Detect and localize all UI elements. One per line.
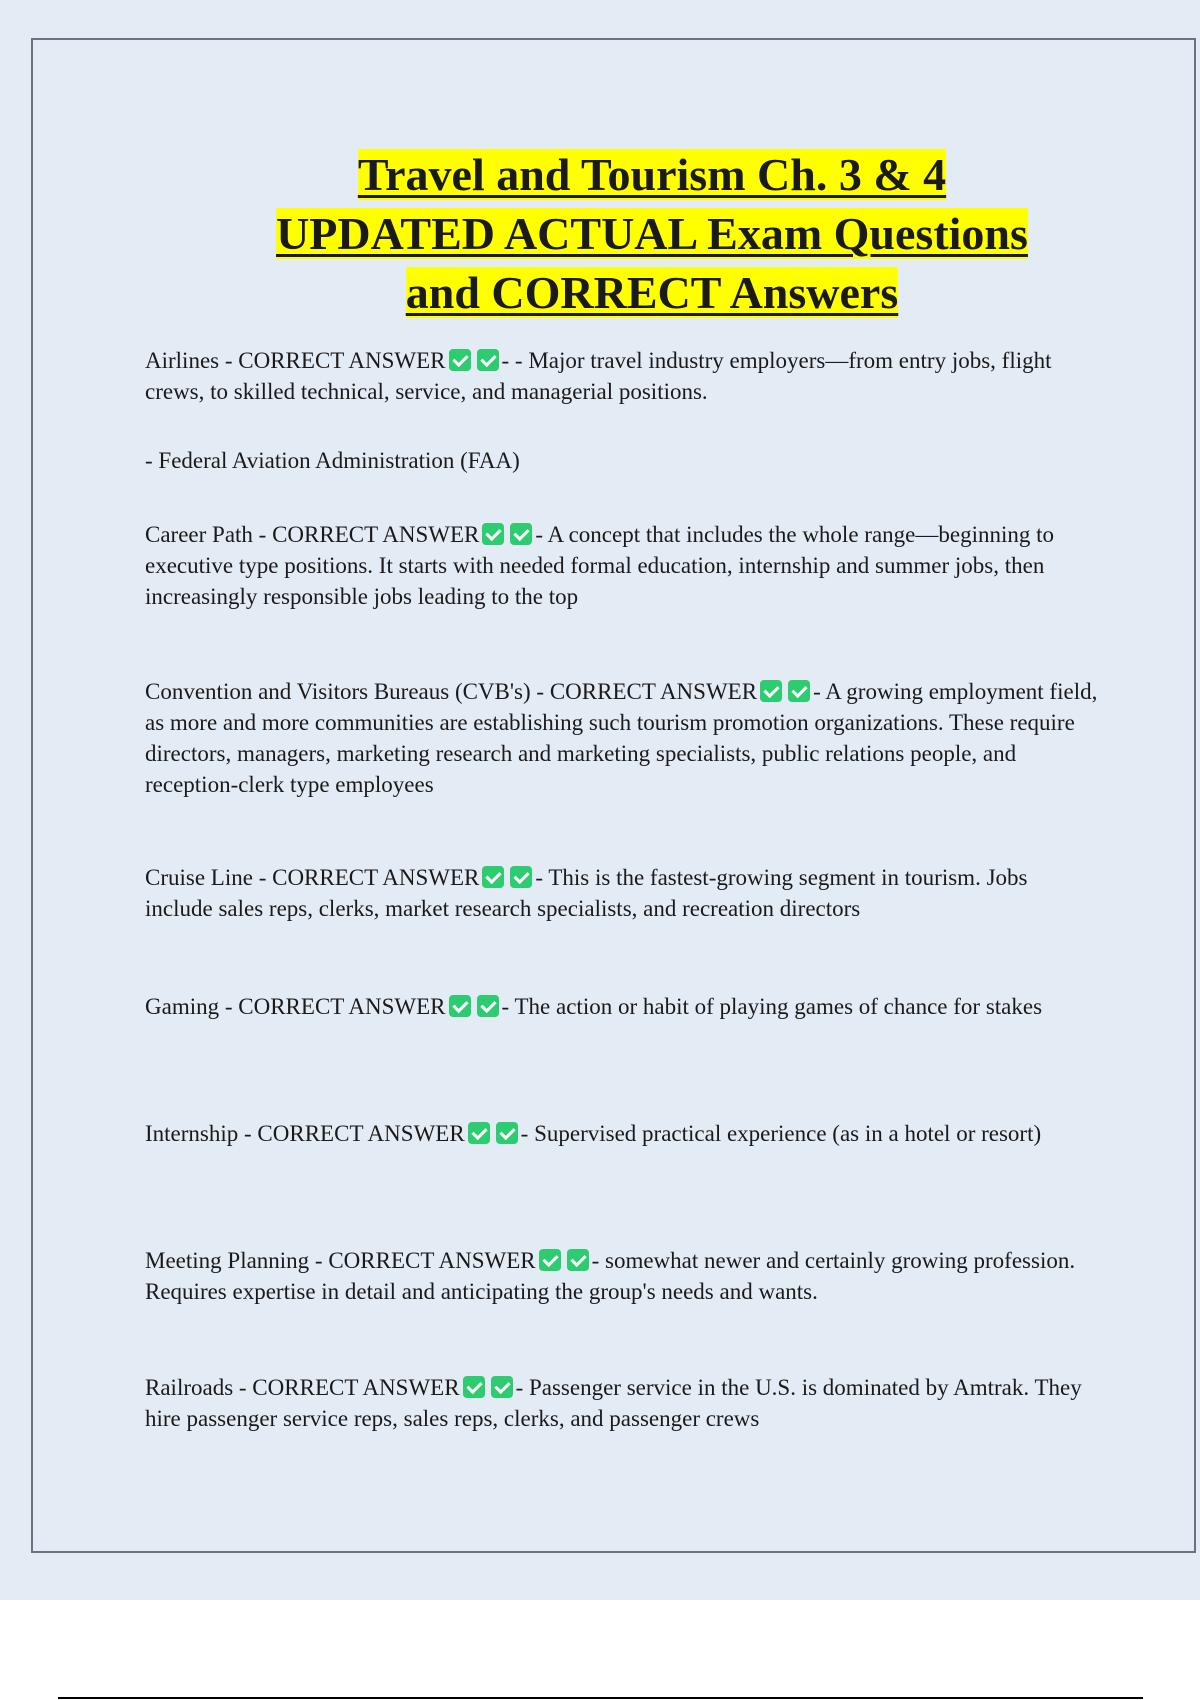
entry-internship bbox=[145, 1118, 1100, 1149]
entry-definition: - Supervised practical experience (as in a hotel or resort) bbox=[520, 1121, 1042, 1146]
check-mark-icon bbox=[539, 1249, 561, 1271]
check-mark-icon bbox=[477, 995, 499, 1017]
entry-railroads bbox=[145, 1372, 1100, 1434]
entry-term: Internship - CORRECT ANSWER bbox=[145, 1121, 465, 1146]
title-line-3: and CORRECT Answers bbox=[405, 267, 899, 318]
entry-cvb bbox=[145, 676, 1100, 800]
check-mark-icon bbox=[760, 680, 782, 702]
entry-career-path bbox=[145, 519, 1100, 612]
entry-gaming bbox=[145, 991, 1100, 1022]
title-line-2: UPDATED ACTUAL Exam Questions bbox=[276, 208, 1028, 259]
bottom-rule bbox=[58, 1697, 1143, 1699]
entry-definition: - This is the fastest-growing segment in tourism. Jobs include sales reps, clerks, market research specialists, and recreation directors bbox=[145, 865, 1028, 921]
entry-definition: - A concept that includes the whole range—beginning to executive type positions. It starts with needed formal education, internship and summer jobs, then increasingly responsible jobs leading to the top bbox=[145, 522, 1054, 609]
entry-definition: - The action or habit of playing games of chance for stakes bbox=[501, 994, 1043, 1019]
check-mark-icon bbox=[491, 1376, 513, 1398]
check-mark-icon bbox=[468, 1122, 490, 1144]
entry-term: Railroads - CORRECT ANSWER bbox=[145, 1375, 460, 1400]
entry-term: Career Path - CORRECT ANSWER bbox=[145, 522, 480, 547]
entry-term: Meeting Planning - CORRECT ANSWER bbox=[145, 1248, 536, 1273]
check-mark-icon bbox=[482, 523, 504, 545]
entry-meeting-planning bbox=[145, 1245, 1100, 1307]
entry-definition: - - Major travel industry employers—from entry jobs, flight crews, to skilled technical, service, and managerial positions. bbox=[145, 348, 1052, 404]
check-mark-icon bbox=[449, 349, 471, 371]
title-line-1: Travel and Tourism Ch. 3 & 4 bbox=[357, 149, 947, 200]
entry-term: Cruise Line - CORRECT ANSWER bbox=[145, 865, 480, 890]
check-mark-icon bbox=[463, 1376, 485, 1398]
check-mark-icon bbox=[477, 349, 499, 371]
entry-definition: - somewhat newer and certainly growing profession. Requires expertise in detail and anticipating the group's needs and wants. bbox=[145, 1248, 1076, 1304]
check-mark-icon bbox=[788, 680, 810, 702]
check-mark-icon bbox=[496, 1122, 518, 1144]
entry-term: Airlines - CORRECT ANSWER bbox=[145, 348, 446, 373]
entry-cruise-line bbox=[145, 862, 1100, 924]
check-mark-icon bbox=[510, 523, 532, 545]
entry-definition: - A growing employment field, as more and more communities are establishing such tourism promotion organizations. These require directors, managers, marketing research and marketing specialists, public relations people, and reception-clerk type employees bbox=[145, 679, 1098, 797]
entry-term: Gaming - CORRECT ANSWER bbox=[145, 994, 446, 1019]
check-mark-icon bbox=[567, 1249, 589, 1271]
entry-definition: - Passenger service in the U.S. is dominated by Amtrak. They hire passenger service reps, sales reps, clerks, and passenger crews bbox=[145, 1375, 1082, 1431]
entry-airlines bbox=[145, 345, 1100, 407]
check-mark-icon bbox=[510, 866, 532, 888]
check-mark-icon bbox=[482, 866, 504, 888]
check-mark-icon bbox=[449, 995, 471, 1017]
entry-term: Convention and Visitors Bureaus (CVB's) - CORRECT ANSWER bbox=[145, 679, 758, 704]
document-title bbox=[0, 145, 1200, 322]
entry-airlines-extra: - Federal Aviation Administration (FAA) bbox=[145, 448, 520, 473]
